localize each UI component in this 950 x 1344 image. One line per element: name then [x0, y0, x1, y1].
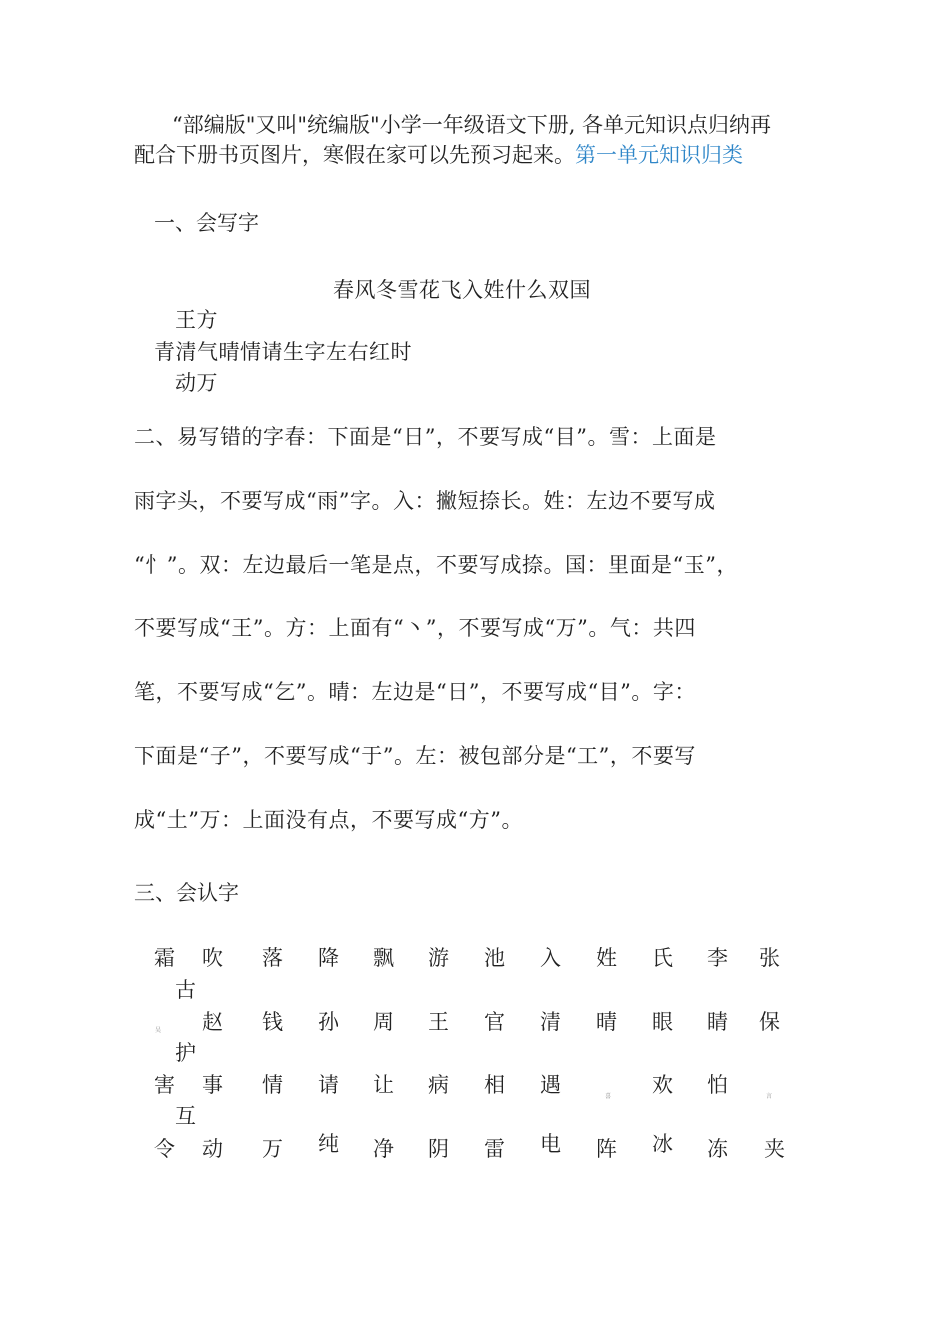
write-chars-row-2-wrap: 动万 — [175, 371, 218, 395]
recognize-char: 晴 — [596, 1010, 617, 1034]
recognize-char: 电 — [540, 1132, 561, 1156]
recognize-char: 入 — [540, 946, 561, 970]
unit-one-link[interactable]: 第一单元知识归类 — [575, 143, 743, 167]
recognize-char: 池 — [484, 946, 505, 970]
recognize-char: 孙 — [318, 1010, 339, 1034]
recognize-char: 落 — [262, 946, 283, 970]
error-text-line: 二、易写错的字春：下面是“日”，不要写成“目”。雪：上面是 — [134, 425, 717, 449]
recognize-char: 保 — [759, 1010, 780, 1034]
recognize-char: 清 — [540, 1010, 561, 1034]
recognize-char: 阵 — [596, 1137, 617, 1161]
recognize-char: 怕 — [707, 1073, 728, 1097]
recognize-char: 雷 — [484, 1137, 505, 1161]
recognize-char: 王 — [428, 1010, 449, 1034]
write-chars-row-1-wrap: 王方 — [175, 308, 218, 332]
write-chars-row-2: 青清气晴情请生字左右红时 — [154, 340, 412, 364]
recognize-char: 游 — [428, 946, 449, 970]
faint-char-mark: 言 — [766, 1093, 773, 1100]
write-chars-row-1: 春风冬雪花飞入姓什么双国 — [333, 278, 591, 302]
recognize-char: 请 — [318, 1073, 339, 1097]
recognize-char: 动 — [202, 1137, 223, 1161]
recognize-char: 纯 — [318, 1132, 339, 1156]
recognize-char: 万 — [262, 1137, 283, 1161]
recognize-char: 夹 — [764, 1137, 785, 1161]
intro-line-2 — [134, 138, 743, 172]
recognize-char: 姓 — [596, 946, 617, 970]
recognize-char: 净 — [373, 1137, 394, 1161]
recognize-char: 吹 — [202, 946, 223, 970]
recognize-char: 降 — [318, 946, 339, 970]
recognize-char: 赵 — [202, 1010, 223, 1034]
recognize-char: 害 — [154, 1073, 175, 1097]
error-text-line: 不要写成“王”。方：上面有“丶”，不要写成“万”。气：共四 — [134, 616, 696, 640]
recognize-char: 阴 — [428, 1137, 449, 1161]
recognize-char: 情 — [262, 1073, 283, 1097]
recognize-char: 令 — [154, 1137, 175, 1161]
recognize-char: 钱 — [262, 1010, 283, 1034]
recognize-char: 欢 — [652, 1073, 673, 1097]
faint-char-mark: 喜 — [605, 1093, 612, 1100]
faint-char-mark: 吴 — [155, 1027, 162, 1034]
recognize-char: 李 — [707, 946, 728, 970]
recognize-char: 让 — [373, 1073, 394, 1097]
error-text-line: 笔，不要写成“乞”。晴：左边是“日”，不要写成“目”。字： — [134, 680, 696, 704]
recognize-char: 遇 — [540, 1073, 561, 1097]
section-heading-write: 一、会写字 — [154, 211, 259, 235]
section-heading-recognize: 三、会认字 — [134, 881, 239, 905]
recognize-char: 冰 — [652, 1132, 673, 1156]
intro-line-1: “部编版"又叫"统编版"小学一年级语文下册, 各单元知识点归纳再 — [172, 113, 772, 137]
recognize-char: 官 — [484, 1010, 505, 1034]
recognize-char: 周 — [373, 1010, 394, 1034]
recognize-char: 病 — [428, 1073, 449, 1097]
recognize-char: 眼 — [652, 1010, 673, 1034]
error-text-line: 雨字头，不要写成“雨”字。入：撇短捺长。姓：左边不要写成 — [134, 489, 716, 513]
recognize-char: 相 — [484, 1073, 505, 1097]
recognize-char: 张 — [759, 946, 780, 970]
recognize-char: 古 — [175, 978, 196, 1002]
error-text-line: 成“土”万：上面没有点，不要写成“方”。 — [134, 808, 523, 832]
recognize-char: 事 — [202, 1073, 223, 1097]
recognize-char: 氏 — [652, 946, 673, 970]
recognize-char: 护 — [175, 1041, 196, 1065]
recognize-char: 冻 — [707, 1137, 728, 1161]
intro-text: 配合下册书页图片，寒假在家可以先预习起来。 — [134, 143, 575, 167]
recognize-char: 霜 — [154, 946, 175, 970]
error-text-line: “忄”。双：左边最后一笔是点，不要写成捺。国：里面是“玉”， — [134, 553, 738, 577]
recognize-char: 互 — [175, 1104, 196, 1128]
error-text-line: 下面是“子”，不要写成“于”。左：被包部分是“工”，不要写 — [134, 744, 696, 768]
recognize-char: 飘 — [373, 946, 394, 970]
recognize-char: 睛 — [707, 1010, 728, 1034]
